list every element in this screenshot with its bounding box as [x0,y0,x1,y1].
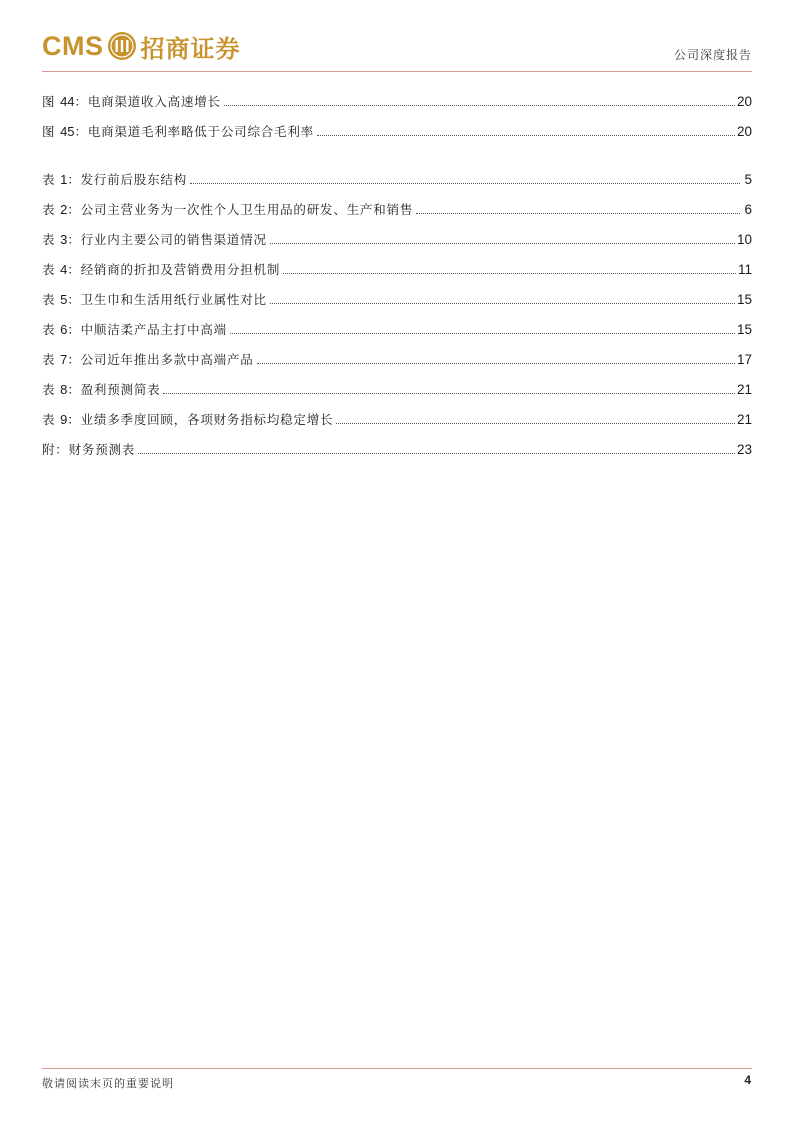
toc-entry-label [42,200,416,218]
toc-entry-page: 15 [736,321,752,337]
toc-entry[interactable] [42,434,752,464]
toc-entry-prefix: 表 [42,382,61,397]
logo-emblem-icon [107,31,137,61]
toc-entry-title: ：公司近年推出多款中高端产品 [67,352,254,367]
toc-entry-page: 21 [736,411,752,427]
toc-entry-number: 9 [60,412,68,427]
toc-entry-number: 45 [60,124,75,139]
toc-entry-page: 17 [736,351,752,367]
toc-leader-dots [270,302,735,304]
toc-entry-prefix: 表 [42,202,61,217]
toc-entry-prefix: 表 [42,322,61,337]
toc-leader-dots [283,272,736,274]
toc-table-list [42,164,752,464]
toc-entry-title: ：行业内主要公司的销售渠道情况 [67,232,267,247]
page-number: 4 [744,1073,751,1087]
toc-entry-label [42,320,230,338]
toc-entry-title: ：盈利预测简表 [67,382,161,397]
toc-entry[interactable] [42,314,752,344]
toc-leader-dots [190,182,740,184]
toc-entry-prefix: 表 [42,412,61,427]
toc-entry-number: 2 [60,202,68,217]
toc-leader-dots [163,392,735,394]
toc-entry-label [42,350,257,368]
toc-entry[interactable] [42,254,752,284]
toc-entry-label [42,410,336,428]
toc-entry-label [42,380,163,398]
report-type-label: 公司深度报告 [673,48,752,62]
toc-leader-dots [270,242,735,244]
toc-entry-title: ：中顺洁柔产品主打中高端 [67,322,227,337]
toc-leader-dots [336,422,735,424]
toc-entry-page: 11 [737,261,752,277]
toc-leader-dots [230,332,735,334]
toc-entry[interactable] [42,164,752,194]
toc-entry-number: 6 [60,322,68,337]
toc-entry-title: ：电商渠道收入高速增长 [74,94,221,109]
toc-entry-page: 21 [736,381,752,397]
toc-entry-number: 3 [60,232,68,247]
toc-entry-number: 5 [60,292,68,307]
toc-entry-label [42,440,138,458]
toc-entry-page: 5 [744,171,752,187]
toc-entry-title: ：发行前后股东结构 [67,172,188,187]
toc-entry-page: 15 [736,291,752,307]
toc-leader-dots [138,452,735,454]
toc-entry-label [42,122,317,140]
toc-entry-title: 附：财务预测表 [42,442,136,457]
toc-leader-dots [416,212,740,214]
toc-entry-title: ：卫生巾和生活用纸行业属性对比 [67,292,267,307]
toc-entry-page: 6 [744,201,752,217]
toc-entry-prefix: 图 [42,94,61,109]
toc-entry-page: 20 [736,93,752,109]
toc-entry[interactable] [42,404,752,434]
toc-entry[interactable] [42,116,752,146]
toc-entry-number: 7 [60,352,68,367]
toc-entry-title: ：公司主营业务为一次性个人卫生用品的研发、生产和销售 [67,202,414,217]
toc-entry-title: ：业绩多季度回顾，各项财务指标均稳定增长 [67,412,334,427]
toc-entry-label [42,92,224,110]
toc-entry[interactable] [42,344,752,374]
toc-entry[interactable] [42,194,752,224]
toc-entry-page: 23 [736,441,752,457]
toc-entry-prefix: 表 [42,262,61,277]
toc-entry-prefix: 表 [42,292,61,307]
header-divider [42,71,752,72]
toc-entry-number: 8 [60,382,68,397]
toc-entry-prefix: 表 [42,172,61,187]
toc-entry-number: 4 [60,262,68,277]
toc-entry[interactable] [42,284,752,314]
toc-entry-prefix: 表 [42,352,61,367]
toc-section-gap [42,146,752,164]
toc-entry-label [42,230,270,248]
toc-leader-dots [317,134,735,136]
toc-entry[interactable] [42,374,752,404]
company-logo [42,28,241,64]
toc-entry-label [42,260,283,278]
toc-entry-prefix: 表 [42,232,61,247]
toc-leader-dots [257,362,735,364]
toc-entry-prefix: 图 [42,124,61,139]
toc-entry-label [42,290,270,308]
logo-chinese-text: 招商证券 [140,33,241,63]
logo-cms-text: CMS [42,30,104,61]
toc-entry-number: 44 [60,94,75,109]
toc-leader-dots [224,104,735,106]
toc-entry-page: 10 [736,231,752,247]
toc-entry-title: ：电商渠道毛利率略低于公司综合毛利率 [74,124,314,139]
toc-entry-label [42,170,190,188]
page-header [42,26,752,72]
toc-figure-list [42,86,752,146]
toc-entry-title: ：经销商的折扣及营销费用分担机制 [67,262,281,277]
toc-entry-page: 20 [736,123,752,139]
toc-entry[interactable] [42,224,752,254]
toc-entry-number: 1 [60,172,68,187]
disclaimer-note: 敬请阅读末页的重要说明 [42,1077,174,1090]
toc-entry[interactable] [42,86,752,116]
table-of-contents [42,86,752,464]
footer-divider [42,1068,752,1069]
